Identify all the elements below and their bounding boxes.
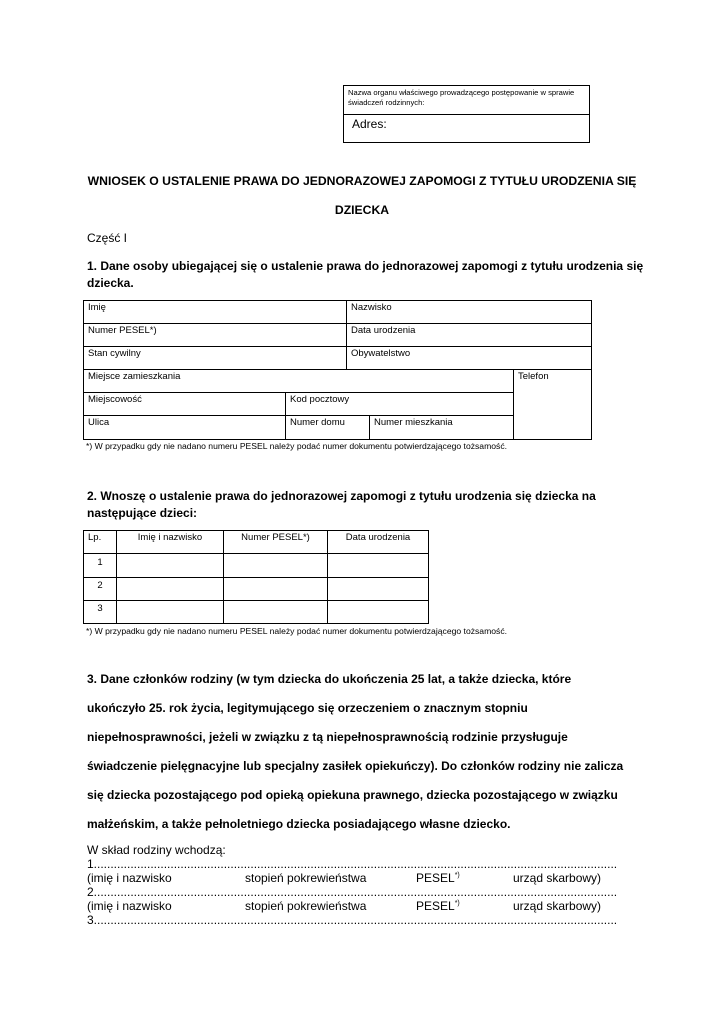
section3-line: świadczenie pielęgnacyjne lub specjalny zasiłek opiekuńczy). Do członków rodziny nie zalicza <box>87 759 624 773</box>
form-title-line2: DZIECKA <box>334 203 390 217</box>
organ-address-label: Adres: <box>352 117 387 131</box>
section3-line: małżeńskim, a także pełnoletniego dziecka posiadającego własne dziecko. <box>87 817 511 831</box>
field-city[interactable]: Miejscowość <box>88 394 142 405</box>
section3-line: 3. Dane członków rodziny (w tym dziecka do ukończenia 25 lat, a także dziecka, które <box>87 672 572 686</box>
section3-line: ukończyło 25. rok życia, legitymującego się orzeczeniem o znacznym stopniu <box>87 701 528 715</box>
col-birth-date: Data urodzenia <box>345 532 411 543</box>
member-line-3[interactable]: 3............................................................................................................................................................. <box>87 913 618 927</box>
member-sub-relation: stopień pokrewieństwa <box>245 871 367 885</box>
member-sub-pesel: PESEL*) <box>416 871 460 885</box>
member-sub-tax: urząd skarbowy) <box>513 899 602 913</box>
row-number: 1 <box>97 557 103 568</box>
organ-box <box>343 85 590 143</box>
field-last-name[interactable]: Nazwisko <box>351 302 392 313</box>
field-apartment-no[interactable]: Numer mieszkania <box>374 417 453 428</box>
field-street[interactable]: Ulica <box>88 417 110 428</box>
section3-line: się dziecka pozostającego pod opieką opiekuna prawnego, dziecka pozostającego w związku <box>87 788 618 802</box>
part-label: Część I <box>87 231 128 245</box>
form-title-line1: WNIOSEK O USTALENIE PRAWA DO JEDNORAZOWEJ ZAPOMOGI Z TYTUŁU URODZENIA SIĘ <box>87 174 637 188</box>
member-sub-relation: stopień pokrewieństwa <box>245 899 367 913</box>
section2-footnote: *) W przypadku gdy nie nadano numeru PESEL należy podać numer dokumentu potwierdzającego tożsamość. <box>86 626 508 636</box>
section1-heading: 1. Dane osoby ubiegającej się o ustalenie prawa do jednorazowej zapomogi z tytułu urodzenia się dziecka. <box>87 259 644 290</box>
section3-line: niepełnosprawności, jeżeli w związku z tą niepełnosprawnością rodzinie przysługuje <box>87 730 568 744</box>
member-sub-tax: urząd skarbowy) <box>513 871 602 885</box>
members-intro: W skład rodziny wchodzą: <box>87 843 226 857</box>
row-number: 3 <box>97 603 103 614</box>
col-pesel: Numer PESEL*) <box>241 532 310 543</box>
member-sub-name: (imię i nazwisko <box>87 899 172 913</box>
applicant-table <box>83 300 592 440</box>
field-citizenship[interactable]: Obywatelstwo <box>351 348 411 359</box>
member-sub-name: (imię i nazwisko <box>87 871 172 885</box>
field-phone[interactable]: Telefon <box>518 371 549 382</box>
field-first-name[interactable]: Imię <box>88 302 106 313</box>
section2-heading: 2. Wnoszę o ustalenie prawa do jednorazowej zapomogi z tytułu urodzenia się dziecka na następujące dzieci: <box>87 489 596 520</box>
children-table <box>83 530 429 624</box>
organ-label: Nazwa organu właściwego prowadzącego postępowanie w sprawie świadczeń rodzinnych: <box>348 88 575 107</box>
member-line-2[interactable]: 2............................................................................................................................................................. <box>87 885 618 899</box>
field-residence: Miejsce zamieszkania <box>88 371 181 382</box>
field-birth-date[interactable]: Data urodzenia <box>351 325 416 336</box>
field-postal-code[interactable]: Kod pocztowy <box>290 394 350 405</box>
col-lp: Lp. <box>88 532 102 543</box>
row-number: 2 <box>97 580 103 591</box>
col-name: Imię i nazwisko <box>137 532 203 543</box>
member-sub-pesel: PESEL*) <box>416 899 460 913</box>
field-house-no[interactable]: Numer domu <box>290 417 345 428</box>
section1-footnote: *) W przypadku gdy nie nadano numeru PESEL należy podać numer dokumentu potwierdzającego tożsamość. <box>86 441 508 451</box>
member-line-1[interactable]: 1............................................................................................................................................................. <box>87 857 618 871</box>
field-marital-status[interactable]: Stan cywilny <box>88 348 141 359</box>
organ-divider <box>344 114 589 115</box>
field-pesel[interactable]: Numer PESEL*) <box>88 325 157 336</box>
